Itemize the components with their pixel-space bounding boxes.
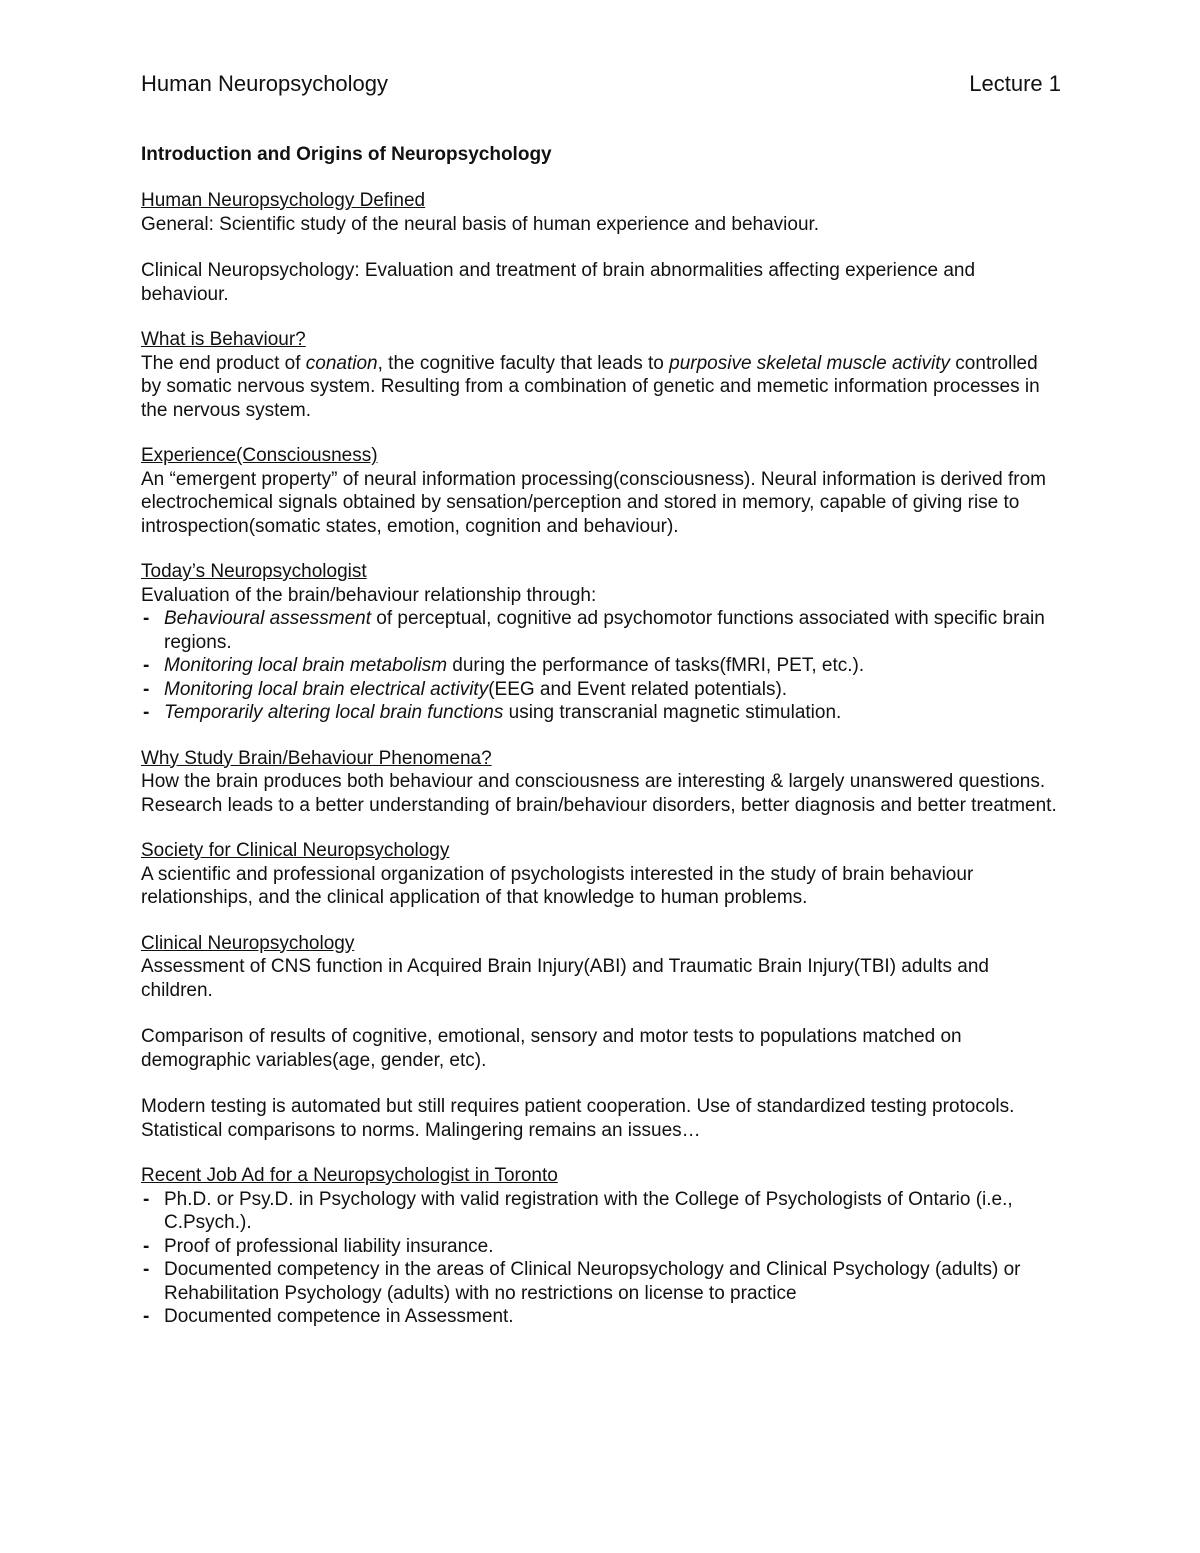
text-run: of perceptual, cognitive ad psychomotor functions associated with specific brain regions. — [164, 608, 1045, 653]
list-item: - Documented competency in the areas of Clinical Neuropsychology and Clinical Psychology (adults) or Rehabilitation Psychology (adults) with no restrictions on license to practice — [141, 1258, 1061, 1305]
section-heading: Experience(Consciousness) — [141, 445, 378, 466]
section-society — [141, 839, 1061, 910]
italic-term: purposive skeletal muscle activity — [669, 352, 951, 374]
list-item — [141, 678, 1061, 702]
section-heading: Today’s Neuropsychologist — [141, 561, 367, 582]
section-heading: What is Behaviour? — [141, 329, 306, 350]
document-title: Introduction and Origins of Neuropsychology — [141, 144, 552, 165]
section-heading: Recent Job Ad for a Neuropsychologist in Toronto — [141, 1165, 558, 1186]
clinical-paragraph-1: Assessment of CNS function in Acquired Brain Injury(ABI) and Traumatic Brain Injury(TBI) adults and children. — [141, 956, 989, 1001]
section-heading: Clinical Neuropsychology — [141, 932, 355, 954]
section-behaviour — [141, 328, 1061, 422]
section-heading: Human Neuropsychology Defined — [141, 190, 426, 211]
italic-term: Monitoring local brain metabolism — [164, 655, 448, 676]
why-paragraph: How the brain produces both behaviour and consciousness are interesting & largely unanswered questions. Research leads to a better understanding of brain/behaviour disorders, better diagnosis and better treatment. — [141, 771, 1057, 816]
section-today — [141, 560, 1061, 725]
text-run: using transcranial magnetic stimulation. — [503, 702, 842, 723]
section-experience — [141, 444, 1061, 538]
italic-term: Temporarily altering local brain functions — [164, 702, 504, 723]
clinical-paragraph-3: Modern testing is automated but still requires patient cooperation. Use of standardized testing protocols. Statistical comparisons to norms. Malingering remains an issues… — [141, 1096, 1015, 1141]
section-defined — [141, 189, 1061, 306]
behaviour-paragraph — [141, 352, 1061, 423]
section-job-ad — [141, 1164, 1061, 1329]
italic-term: Monitoring local brain electrical activity — [164, 678, 489, 700]
document-page — [141, 70, 1061, 1329]
list-item — [141, 701, 1061, 725]
today-intro: Evaluation of the brain/behaviour relationship through: — [141, 584, 597, 606]
section-heading: Why Study Brain/Behaviour Phenomena? — [141, 747, 492, 769]
general-definition: General: Scientific study of the neural basis of human experience and behaviour. — [141, 213, 820, 235]
section-heading: Society for Clinical Neuropsychology — [141, 840, 450, 861]
text-run: , the cognitive faculty that leads to — [377, 352, 670, 374]
text-run: The end product of — [141, 352, 306, 374]
clinical-paragraph-2: Comparison of results of cognitive, emotional, sensory and motor tests to populations matched on demographic variables(age, gender, etc). — [141, 1026, 962, 1071]
society-paragraph: A scientific and professional organization of psychologists interested in the study of brain behaviour relationships, and the clinical application of that knowledge to human problems. — [141, 863, 974, 908]
italic-term: Behavioural assessment — [164, 608, 371, 629]
text-run: during the performance of tasks(fMRI, PET, etc.). — [447, 655, 865, 676]
italic-term: conation — [305, 352, 378, 374]
text-run: (EEG and Event related potentials). — [488, 678, 788, 700]
section-why — [141, 747, 1061, 818]
section-clinical — [141, 932, 1061, 1143]
list-item: - Ph.D. or Psy.D. in Psychology with valid registration with the College of Psychologists of Ontario (i.e., C.Psych.). — [141, 1188, 1061, 1235]
lecture-number: Lecture 1 — [969, 71, 1061, 96]
job-requirements-list — [141, 1188, 1061, 1329]
experience-paragraph: An “emergent property” of neural information processing(consciousness). Neural information is derived from electrochemical signals obtained by sensation/perception and stored in memory, capable of giving rise to introspection(somatic states, emotion, cognition and behaviour). — [141, 468, 1047, 537]
text-run: controlled by somatic nervous system. Resulting from a combination of genetic and memetic information processes in the nervous system. — [141, 352, 1040, 421]
list-item — [141, 607, 1061, 654]
list-item — [141, 654, 1061, 678]
list-item: - Proof of professional liability insurance. — [141, 1235, 1061, 1259]
page-header — [141, 70, 1061, 98]
clinical-definition: Clinical Neuropsychology: Evaluation and treatment of brain abnormalities affecting experience and behaviour. — [141, 260, 976, 305]
today-list — [141, 607, 1061, 725]
course-title: Human Neuropsychology — [141, 71, 389, 96]
list-item: - Documented competence in Assessment. — [141, 1305, 1061, 1329]
